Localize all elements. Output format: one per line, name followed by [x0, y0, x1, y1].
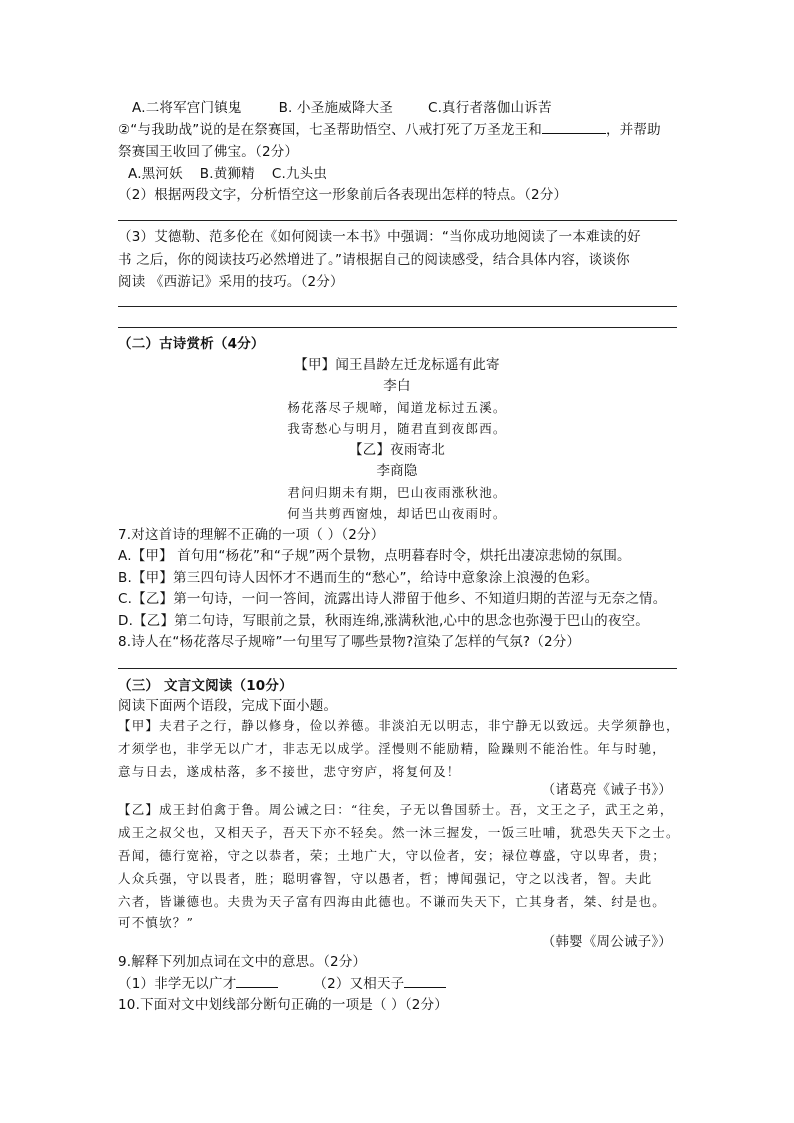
- question-9: 9.解释下列加点词在文中的意思。（2分）: [118, 954, 367, 970]
- passage-jia-line-3: 意与日去，遂成枯落，多不接世，悲守穷庐，将复何及！: [118, 764, 461, 779]
- poem-1-author: 李白: [383, 378, 411, 394]
- poem-1-line-1: 杨花落尽子规啼，闻道龙标过五溪。: [287, 400, 507, 415]
- answer-blank[interactable]: [236, 975, 278, 988]
- choice-b: B. 小圣施威降大圣: [278, 100, 393, 116]
- poem-2-author: 李商隐: [376, 463, 418, 479]
- passage-jia-line-2: 才须学也，非学无以广才，非志无以成学。淫慢则不能励精，险躁则不能治性。年与时驰，: [118, 741, 667, 756]
- section-3-title: （三） 文言文阅读（10分）: [118, 678, 293, 694]
- choice-row-1: [132, 99, 552, 117]
- passage-yi-line-2: 成王之叔父也，又相天子，吾天下亦不轻矣。然一沐三握发，一饭三吐哺，犹恐失天下之士。: [118, 825, 680, 840]
- question-2-line-2: 祭赛国王收回了佛宝。（2分）: [118, 144, 299, 160]
- choice-c: C.真行者落伽山诉苦: [427, 100, 552, 116]
- question-3-line-2: 书 之后，你的阅读技巧必然增进了。”请根据自己的阅读感受，结合具体内容，谈谈你: [118, 252, 630, 268]
- question-2-line-1: ②“与我助战”说的是在祭赛国，七圣帮助悟空、八戒打死了万圣龙王和 ，并帮助: [118, 122, 661, 138]
- choice-a: A.二将军宫门镇鬼: [132, 100, 242, 116]
- section-2-title: （二）古诗赏析（4分）: [118, 336, 265, 352]
- question-8: 8.诗人在“杨花落尽子规啼”一句里写了哪些景物?渲染了怎样的气氛?（2分）: [118, 634, 581, 650]
- question-7-option-a: A.【甲】 首句用“杨花”和“子规”两个景物，点明暮春时令，烘托出凄凉悲恸的氛围。: [118, 548, 631, 564]
- question-7: 7.对这首诗的理解不正确的一项（ ）（2分）: [118, 527, 385, 543]
- answer-blank[interactable]: [542, 121, 606, 134]
- question-analyze: （2）根据两段文字，分析悟空这一形象前后各表现出怎样的特点。（2分）: [118, 187, 568, 203]
- question-7-option-d: D.【乙】第二句诗，写眼前之景，秋雨连绵,涨满秋池,心中的思念也弥漫于巴山的夜空。: [118, 613, 649, 629]
- answer-blank[interactable]: [404, 975, 446, 988]
- poem-1-title: 【甲】闻王昌龄左迁龙标遥有此寄: [294, 357, 500, 373]
- answer-line: [118, 220, 677, 221]
- passage-jia-source: （诸葛亮《诫子书》）: [541, 782, 672, 798]
- section-3-intro: 阅读下面两个语段，完成下面小题。: [118, 698, 338, 714]
- passage-yi-line-5: 六者，皆谦德也。夫贵为天子富有四海由此德也。不谦而失天下，亡其身者，桀、纣是也。: [118, 894, 667, 909]
- answer-line: [118, 668, 677, 669]
- question-9-items: （1）非学无以广才 （2）又相天子: [118, 975, 446, 993]
- passage-jia-line-1: 【甲】夫君子之行，静以修身，俭以养德。非淡泊无以明志，非宁静无以致远。夫学须静也，: [118, 718, 680, 733]
- passage-yi-line-4: 人众兵强，守以畏者，胜；聪明睿智，守以愚者，哲；博闻强记，守之以浅者，智。夫此: [118, 871, 653, 886]
- passage-yi-line-1: 【乙】成王封伯禽于鲁。周公诫之曰：“往矣，子无以鲁国骄士。吾，文王之子，武王之弟，: [118, 802, 674, 817]
- poem-1-line-2: 我寄愁心与明月，随君直到夜郎西。: [287, 421, 507, 436]
- question-3-line-1: （3）艾德勒、范多伦在《如何阅读一本书》中强调：“当你成功地阅读了一本难读的好: [118, 229, 641, 245]
- question-3-line-3: 阅读 《西游记》采用的技巧。（2分）: [118, 274, 344, 290]
- passage-yi-line-6: 可不慎欤？”: [118, 915, 195, 930]
- question-10: 10.下面对文中划线部分断句正确的一项是（ ）（2分）: [118, 997, 448, 1013]
- passage-yi-line-3: 吾闻，德行宽裕，守之以恭者，荣；土地广大，守以俭者，安；禄位尊盛，守以卑者，贵；: [118, 848, 667, 863]
- poem-2-line-2: 何当共剪西窗烛，却话巴山夜雨时。: [287, 506, 507, 521]
- answer-line: [118, 327, 677, 328]
- answer-line: [118, 306, 677, 307]
- poem-2-line-1: 君问归期未有期，巴山夜雨涨秋池。: [287, 485, 507, 500]
- question-2-options: A.黑河妖 B.黄狮精 C.九头虫: [128, 166, 328, 182]
- passage-yi-source: （韩婴《周公诫子》）: [541, 934, 672, 950]
- question-7-option-b: B.【甲】第三四句诗人因怀才不遇而生的“愁心”，给诗中意象涂上浪漫的色彩。: [118, 570, 599, 586]
- question-7-option-c: C.【乙】第一句诗，一问一答间，流露出诗人滞留于他乡、不知道归期的苦涩与无奈之情。: [118, 591, 667, 607]
- poem-2-title: 【乙】夜雨寄北: [349, 442, 445, 458]
